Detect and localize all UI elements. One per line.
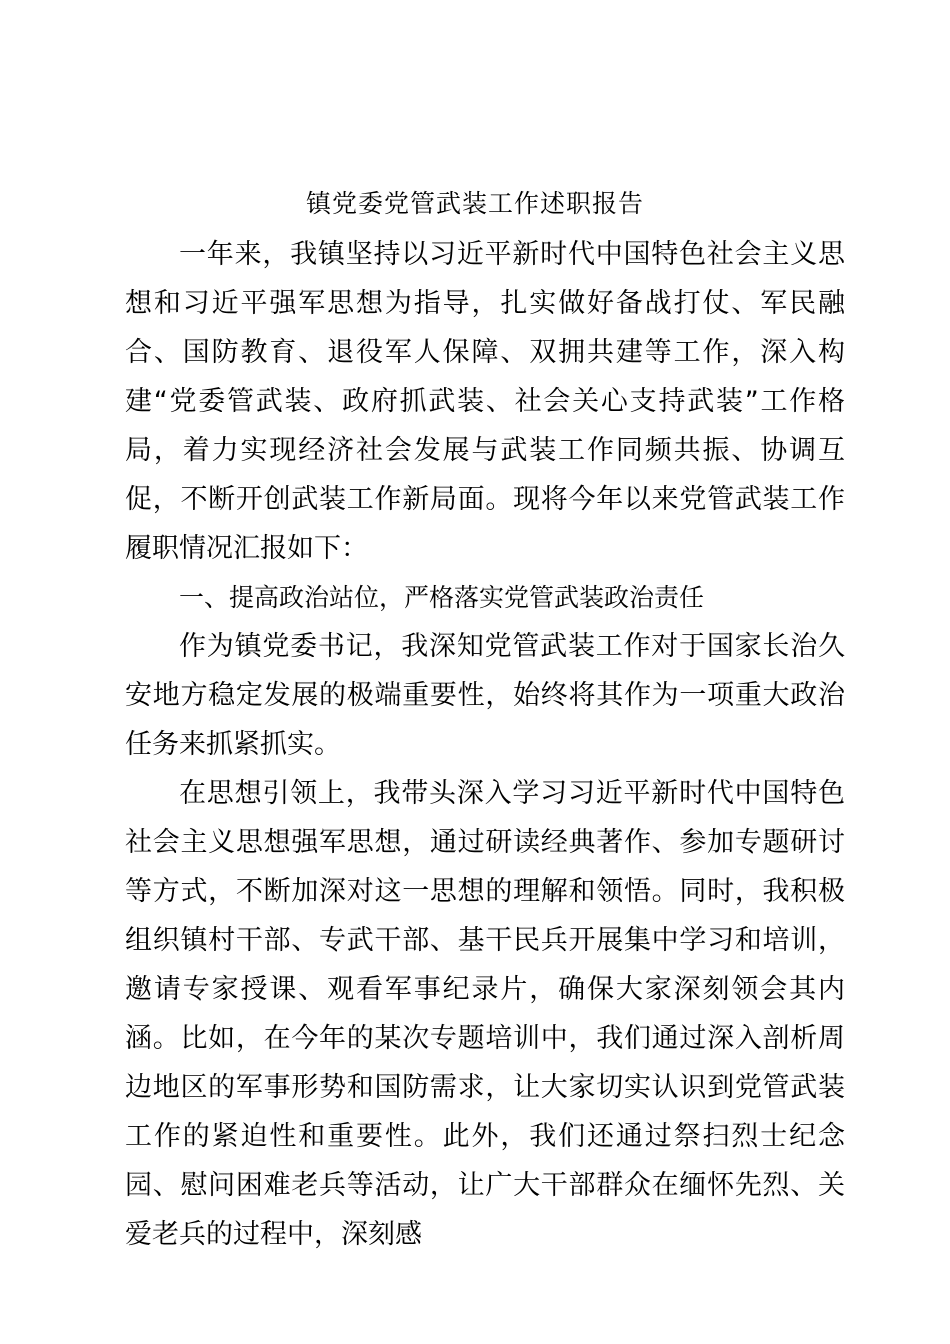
document-body — [125, 230, 845, 1259]
section-1-paragraph-1: 作为镇党委书记，我深知党管武装工作对于国家长治久安地方稳定发展的极端重要性，始终将其作为一项重大政治任务来抓紧抓实。 — [125, 631, 845, 760]
document-title: 镇党委党管武装工作述职报告 — [305, 189, 644, 218]
section-heading-1: 一、提高政治站位，严格落实党管武装政治责任 — [179, 583, 705, 612]
section-1-paragraph-2: 在思想引领上，我带头深入学习习近平新时代中国特色社会主义思想强军思想，通过研读经典著作、参加专题研讨等方式，不断加深对这一思想的理解和领悟。同时，我积极组织镇村干部、专武干部、基干民兵开展集中学习和培训，邀请专家授课、观看军事纪录片，确保大家深刻领会其内涵。比如，在今年的某次专题培训中，我们通过深入剖析周边地区的军事形势和国防需求，让大家切实认识到党管武装工作的紧迫性和重要性。此外，我们还通过祭扫烈士纪念园、慰问困难老兵等活动，让广大干部群众在缅怀先烈、关爱老兵的过程中，深刻感 — [125, 778, 845, 1250]
intro-paragraph: 一年来，我镇坚持以习近平新时代中国特色社会主义思想和习近平强军思想为指导，扎实做好备战打仗、军民融合、国防教育、退役军人保障、双拥共建等工作，深入构建“党委管武装、政府抓武装、社会关心支持武装”工作格局，着力实现经济社会发展与武装工作同频共振、协调互促，不断开创武装工作新局面。现将今年以来党管武装工作履职情况汇报如下： — [125, 239, 845, 564]
